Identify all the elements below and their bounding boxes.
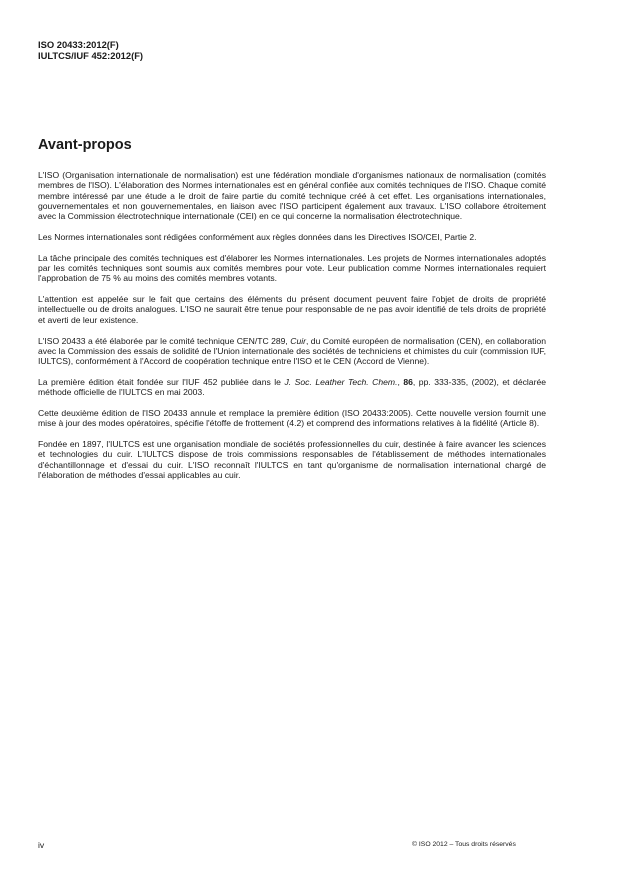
standard-number: ISO 20433:2012(F) (38, 39, 119, 50)
paragraph-preparation: L'ISO 20433 a été élaborée par le comité technique CEN/TC 289, Cuir, du Comité européen de normalisation (CEN), en collaboration avec la Commission des essais de solidité de l'Union internationale des sociétés de techniciens et chimistes du cuir (commission IUF, IULTCS), conformément à l'Accord de coopération technique entre l'ISO et le CEN (Accord de Vienne). (38, 335, 546, 367)
iultcs-number: IULTCS/IUF 452:2012(F) (38, 50, 144, 61)
paragraph-second-edition: Cette deuxième édition de l'ISO 20433 annule et remplace la première édition (ISO 20433:2005). Cette nouvelle version fournit une mise à jour des modes opératoires, spécifie l'étoffe de frottement (4.2) et comprend des informations relatives à la fidélité (Article 8). (38, 408, 546, 429)
page-number: iv (38, 840, 45, 850)
paragraph-first-edition: La première édition était fondée sur l'IUF 452 publiée dans le J. Soc. Leather Tech. Chem., 86, pp. 333-335, (2002), et déclarée méthode officielle de l'IULTCS en mai 2003. (38, 376, 547, 398)
document-header (38, 39, 143, 61)
paragraph-patent-rights: L'attention est appelée sur le fait que certains des éléments du présent document peuvent faire l'objet de droits de propriété intellectuelle ou de droits analogues. L'ISO ne saurait être tenue pour responsable de ne pas avoir identifié de tels droits de propriété et averti de leur existence. (38, 294, 546, 325)
journal-volume: 86 (403, 376, 413, 387)
paragraph-iso-organisation: L'ISO (Organisation internationale de normalisation) est une fédération mondiale d'organismes nationaux de normalisation (comités membres de l'ISO). L'élaboration des Normes internationales est en général confiée aux comités techniques de l'ISO. Chaque comité membre intéressé par une étude a le droit de faire partie du comité technique créé à cet effet. Les organisations internationales, gouvernementales et non gouvernementales, en liaison avec l'ISO participent également aux travaux. L'ISO collabore étroitement avec la Commission électrotechnique internationale (CEI) en ce qui concerne la normalisation électrotechnique. (38, 170, 546, 222)
foreword-body (38, 170, 546, 491)
copyright-notice: © ISO 2012 – Tous droits réservés (412, 841, 516, 848)
journal-title: J. Soc. Leather Tech. Chem. (284, 376, 398, 387)
paragraph-iultcs: Fondée en 1897, l'IULTCS est une organisation mondiale de sociétés professionnelles du cuir, destinée à faire avancer les sciences et technologies du cuir. L'IULTCS dispose de trois commissions responsables de l'établissement de méthodes internationales d'échantillonnage et d'essai du cuir. L'ISO reconnaît l'IULTCS en tant qu'organisme de normalisation international chargé de l'élaboration de méthodes d'essai applicables au cuir. (38, 439, 546, 481)
paragraph-technical-committees: La tâche principale des comités techniques est d'élaborer les Normes internationales. Les projets de Normes internationales adoptés par les comités techniques sont soumis aux comités membres pour vote. Leur publication comme Normes internationales requiert l'approbation de 75 % au moins des comités membres votants. (38, 252, 546, 284)
page-title: Avant-propos (38, 137, 132, 153)
committee-name: Cuir (290, 335, 306, 346)
paragraph-directives: Les Normes internationales sont rédigées conformément aux règles données dans les Directives ISO/CEI, Partie 2. (38, 231, 477, 242)
